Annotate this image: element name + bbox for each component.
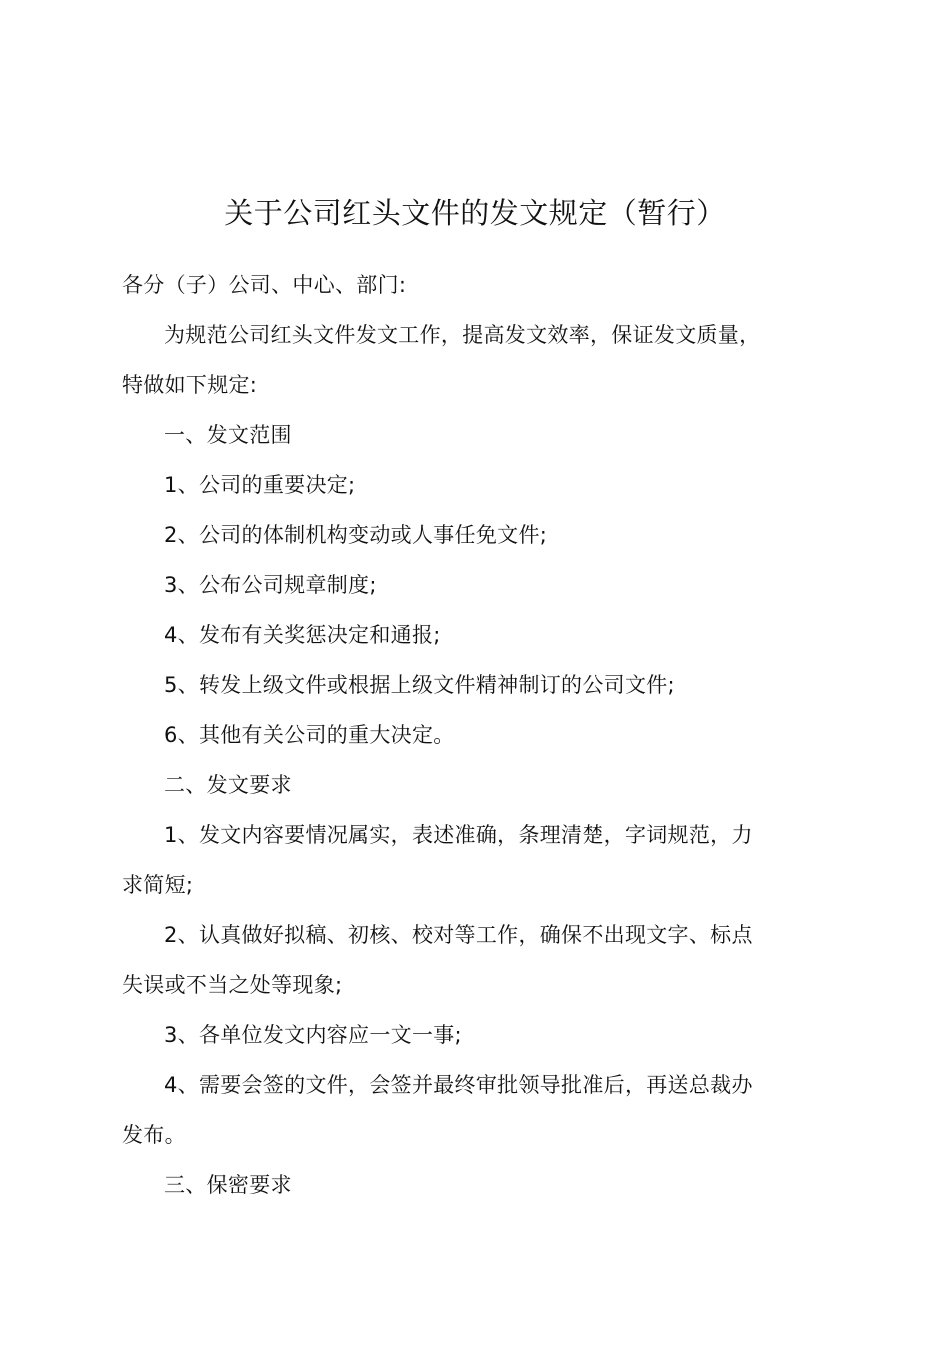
- section-heading-scope: 一、发文范围: [164, 423, 292, 447]
- requirement-4-line-2: 发布。: [122, 1123, 186, 1147]
- requirement-4-line-1: 4、需要会签的文件，会签并最终审批领导批准后，再送总裁办: [164, 1073, 753, 1097]
- requirement-2-line-1: 2、认真做好拟稿、初核、校对等工作，确保不出现文字、标点: [164, 923, 753, 947]
- section-heading-confidentiality: 三、保密要求: [164, 1173, 292, 1197]
- scope-item-4: 4、发布有关奖惩决定和通报;: [164, 623, 441, 647]
- requirement-1-line-2: 求简短;: [122, 873, 194, 897]
- intro-line-1: 为规范公司红头文件发文工作，提高发文效率，保证发文质量，: [164, 323, 761, 347]
- salutation: 各分（子）公司、中心、部门:: [122, 273, 407, 297]
- document-title: 关于公司红头文件的发文规定（暂行）: [224, 196, 726, 230]
- requirement-3: 3、各单位发文内容应一文一事;: [164, 1023, 462, 1047]
- document-body: [122, 260, 807, 1210]
- section-heading-requirements: 二、发文要求: [164, 773, 292, 797]
- scope-item-6: 6、其他有关公司的重大决定。: [164, 723, 455, 747]
- scope-item-3: 3、公布公司规章制度;: [164, 573, 377, 597]
- requirement-1-line-1: 1、发文内容要情况属实，表述准确，条理清楚，字词规范，力: [164, 823, 753, 847]
- requirement-2-line-2: 失误或不当之处等现象;: [122, 973, 343, 997]
- scope-item-5: 5、转发上级文件或根据上级文件精神制订的公司文件;: [164, 673, 675, 697]
- scope-item-1: 1、公司的重要决定;: [164, 473, 356, 497]
- intro-line-2: 特做如下规定:: [122, 373, 258, 397]
- scope-item-2: 2、公司的体制机构变动或人事任免文件;: [164, 523, 548, 547]
